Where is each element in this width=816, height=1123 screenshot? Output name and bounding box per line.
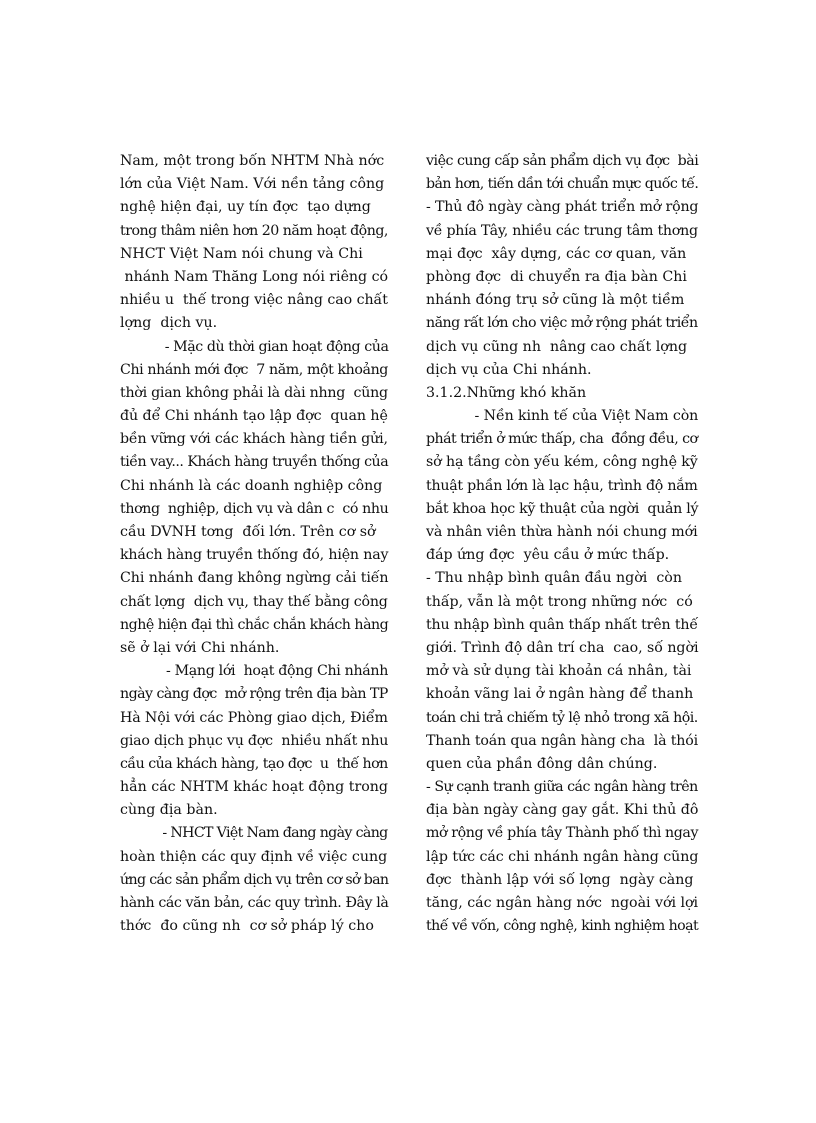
text-line: - NHCT Việt Nam đang ngày càng: [120, 825, 388, 842]
text-line: giao dịch phục vụ đợc nhiều nhất nhu: [120, 732, 389, 749]
text-line: Thanh toán qua ngân hàng cha là thói: [426, 732, 699, 749]
text-line: - Mặc dù thời gian hoạt động của: [120, 338, 389, 355]
text-line: ngày càng đợc mở rộng trên địa bàn TP: [120, 686, 388, 703]
text-line: thời gian không phải là dài nhng cũng: [120, 384, 388, 401]
text-line: đáp ứng đợc yêu cầu ở mức thấp.: [426, 547, 670, 564]
text-line: giới. Trình độ dân trí cha cao, số ngời: [426, 639, 699, 656]
text-line: quen của phần đông dân chúng.: [426, 755, 658, 772]
text-line: bền vững với các khách hàng tiền gửi,: [120, 431, 388, 448]
text-line: về phía Tây, nhiều các trung tâm thơng: [426, 222, 698, 239]
text-line: lớn của Việt Nam. Với nền tảng công: [120, 176, 385, 193]
text-line: sẽ ở lại với Chi nhánh.: [120, 639, 280, 656]
text-line: toán chi trả chiếm tỷ lệ nhỏ trong xã hội.: [426, 709, 698, 726]
text-line: hẳn các NHTM khác hoạt động trong: [120, 779, 388, 796]
text-line: mở rộng về phía tây Thành phố thì ngay: [426, 825, 699, 842]
text-line: thơng nghiệp, dịch vụ và dân c có nhu: [120, 500, 389, 517]
text-line: Chi nhánh mới đợc 7 năm, một khoảng: [120, 361, 388, 378]
left-text-column: [120, 150, 388, 938]
text-line: chất lợng dịch vụ, thay thế bằng công: [120, 593, 388, 610]
text-line: nhiều u thế trong việc nâng cao chất: [120, 292, 388, 309]
text-line: - Sự cạnh tranh giữa các ngân hàng trên: [426, 779, 698, 796]
text-line: trong thâm niên hơn 20 năm hoạt động,: [120, 222, 388, 239]
text-line: Chi nhánh đang không ngừng cải tiến: [120, 570, 389, 587]
text-line: phòng đợc di chuyển ra địa bàn Chi: [426, 268, 687, 285]
text-line: thế về vốn, công nghệ, kinh nghiệm hoạt: [426, 918, 699, 935]
text-line: Nam, một trong bốn NHTM Nhà nớc: [120, 153, 385, 169]
text-line: khách hàng truyền thống đó, hiện nay: [120, 547, 389, 564]
text-line: dịch vụ cũng nh nâng cao chất lợng: [426, 338, 688, 355]
text-line: nhánh Nam Thăng Long nói riêng có: [120, 268, 389, 285]
text-line: cầu của khách hàng, tạo đợc u thế hơn: [120, 755, 388, 772]
text-line: thấp, vẫn là một trong những nớc có: [426, 593, 693, 610]
text-line: nghệ hiện đại, uy tín đợc tạo dựng: [120, 199, 371, 216]
text-line: đợc thành lập với số lợng ngày càng: [426, 871, 694, 888]
text-line: tiền vay... Khách hàng truyền thống của: [120, 454, 389, 471]
text-line: - Thu nhập bình quân đầu ngời còn: [426, 570, 682, 587]
text-line: việc cung cấp sản phẩm dịch vụ đợc bài: [426, 153, 699, 169]
text-line: hoàn thiện các quy định về việc cung: [120, 848, 388, 865]
text-line: phát triển ở mức thấp, cha đồng đều, cơ: [426, 431, 698, 448]
text-line: dịch vụ của Chi nhánh.: [426, 361, 592, 378]
text-line: địa bàn ngày càng gay gắt. Khi thủ đô: [426, 802, 699, 819]
text-line: NHCT Việt Nam nói chung và Chi: [120, 245, 363, 262]
text-line: và nhân viên thừa hành nói chung mới: [426, 524, 698, 540]
text-line: ứng các sản phẩm dịch vụ trên cơ sở ban: [120, 871, 389, 888]
text-line: bản hơn, tiến dần tới chuẩn mực quốc tế.: [426, 176, 699, 193]
text-line: - Mạng lới hoạt động Chi nhánh: [120, 663, 389, 680]
text-line: thu nhập bình quân thấp nhất trên thế: [426, 616, 698, 633]
text-line: nhánh đóng trụ sở cũng là một tiềm: [426, 292, 685, 309]
text-line: - Thủ đô ngày càng phát triển mở rộng: [426, 199, 699, 216]
text-line: Hà Nội với các Phòng giao dịch, Điểm: [120, 709, 388, 726]
text-line: lợng dịch vụ.: [120, 315, 218, 332]
text-line: hành các văn bản, các quy trình. Đây là: [120, 895, 389, 911]
text-line: đủ để Chi nhánh tạo lập đợc quan hệ: [120, 408, 388, 425]
text-line: lập tức các chi nhánh ngân hàng cũng: [426, 848, 699, 865]
text-line: 3.1.2.Những khó khăn: [426, 384, 587, 401]
text-line: tăng, các ngân hàng nớc ngoài với lợi: [426, 895, 699, 911]
text-line: Chi nhánh là các doanh nghiệp công: [120, 477, 383, 494]
text-line: nghệ hiện đại thì chắc chắn khách hàng: [120, 616, 389, 633]
text-line: năng rất lớn cho việc mở rộng phát triển: [426, 315, 698, 332]
text-line: cầu DVNH tơng đối lớn. Trên cơ sở: [120, 524, 376, 540]
text-line: mại đợc xây dựng, các cơ quan, văn: [426, 245, 687, 262]
text-line: bắt khoa học kỹ thuật của ngời quản lý: [426, 500, 699, 517]
text-line: khoản vãng lai ở ngân hàng để thanh: [426, 686, 694, 703]
text-line: thớc đo cũng nh cơ sở pháp lý cho: [120, 918, 374, 935]
text-line: sở hạ tầng còn yếu kém, công nghệ kỹ: [426, 454, 698, 471]
right-text-column: [426, 150, 698, 938]
text-line: - Nền kinh tế của Việt Nam còn: [426, 408, 699, 425]
text-line: cùng địa bàn.: [120, 802, 218, 819]
text-line: thuật phần lớn là lạc hậu, trình độ nắm: [426, 477, 698, 494]
text-line: mở và sử dụng tài khoản cá nhân, tài: [426, 663, 692, 680]
